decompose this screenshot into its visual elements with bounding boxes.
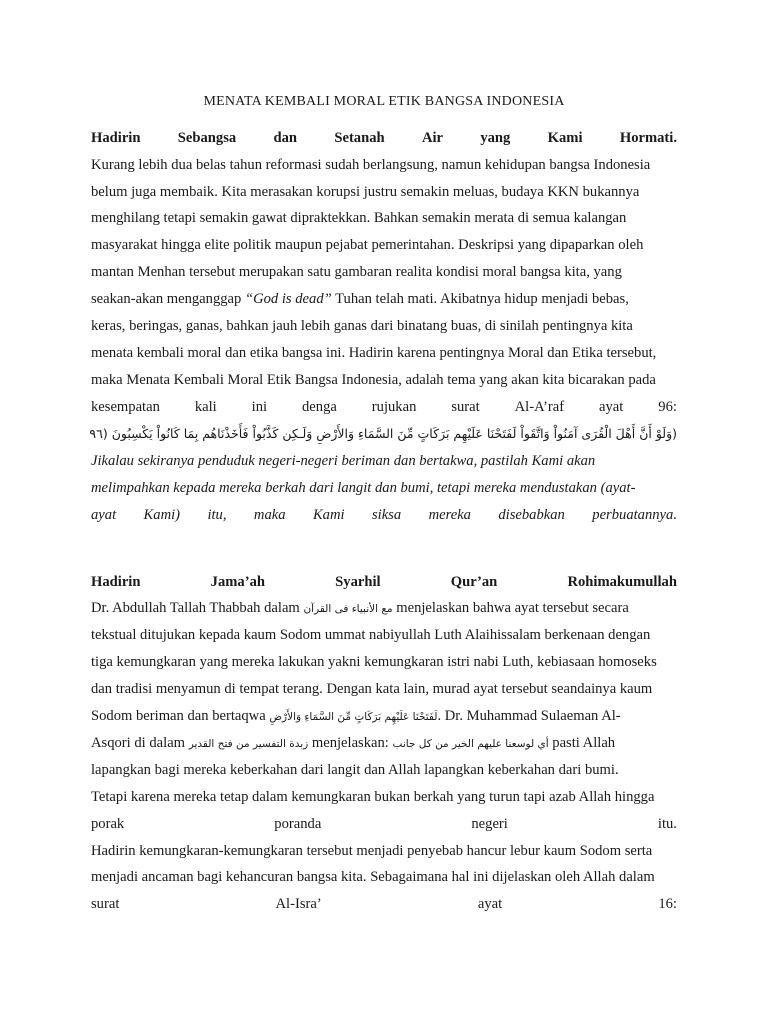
greeting-word: Rohimakumullah (567, 574, 677, 590)
paragraph-line: belum juga membaik. Kita merasakan korupsi justru semakin meluas, budaya KKN bukannya (91, 184, 640, 200)
paragraph-line: Hadirin kemungkaran-kemungkaran tersebut menjadi penyebab hancur lebur kaum Sodom serta (91, 843, 653, 859)
translation-word: Kami (312, 507, 345, 523)
greeting-word: Syarhil (335, 574, 381, 590)
translation-word: perbuatannya. (592, 507, 677, 523)
translation-word: ayat (91, 507, 117, 523)
greeting-word: Hadirin (91, 130, 141, 146)
paragraph-line: dan tradisi menyamun di tempat terang. Dengan kata lain, murad ayat tersebut seandainya kaum (91, 681, 653, 697)
porak-word: itu. (657, 816, 677, 832)
document-title: MENATA KEMBALI MORAL ETIK BANGSA INDONESIA (203, 94, 565, 109)
text-segment: Dr. Abdullah Tallah Thabbah dalam (91, 600, 304, 616)
text-segment: Tuhan telah mati. Akibatnya hidup menjadi bebas, (331, 291, 629, 307)
paragraph-line: menata kembali moral dan etika bangsa ini. Hadirin karena pentingnya Moral dan Etika tersebut, (91, 345, 657, 361)
greeting-word: dan (273, 130, 298, 146)
greeting-word: Hadirin (91, 574, 141, 590)
greeting-word: Qur’an (450, 574, 498, 590)
ref-word: 96: (658, 399, 677, 415)
greeting-word: Hormati. (619, 130, 677, 146)
ref-word: denga (302, 399, 337, 415)
translation-word: Kami) (143, 507, 181, 523)
ref-word: Al-A’raf (514, 399, 565, 415)
greeting-word: Kami (547, 130, 583, 146)
translation-word: disebabkan (498, 507, 565, 523)
text-segment: seakan-akan menganggap (91, 291, 245, 307)
translation-line: Jikalau sekiranya penduduk negeri-negeri beriman dan bertakwa, pastilah Kami akan (91, 453, 596, 469)
arabic-quote: أي لوسعنا عليهم الخير من كل جانب (392, 738, 549, 750)
arabic-verse: (وَلَوْ أَنَّ أَهْلَ الْقُرَى آمَنُواْ وَاتَّقَواْ لَفَتَحْنَا عَلَيْهِم بَرَكَاتٍ مِّنَ السَّمَاءِ وَالأَرْضِ وَلَـكِن كَذَّبُواْ فَأَخَذْنَاهُم بِمَا كَانُواْ يَكْسِبُونَ (٩٦ (89, 426, 677, 441)
surat-word: 16: (658, 896, 677, 912)
translation-word: maka (253, 507, 286, 523)
porak-word: poranda (274, 816, 322, 832)
text-segment: menjelaskan: (308, 735, 393, 751)
greeting-word: Setanah (334, 130, 385, 146)
paragraph-line (91, 289, 677, 309)
paragraph-line: mantan Menhan tersebut merupakan satu gambaran realita kondisi moral bangsa kita, yang (91, 264, 622, 280)
greeting-word: Sebangsa (177, 130, 237, 146)
translation-word: mereka (428, 507, 471, 523)
paragraph-line (91, 706, 677, 726)
ref-word: rujukan (371, 399, 417, 415)
ref-word: ayat (599, 399, 624, 415)
translation-word: siksa (371, 507, 402, 523)
translation-line (91, 505, 677, 525)
text-segment: . Dr. Muhammad Sulaeman Al- (437, 708, 621, 724)
surat-word: surat (91, 896, 120, 912)
ref-word: kesempatan (91, 399, 160, 415)
surat-word: ayat (477, 896, 503, 912)
paragraph-line: Kurang lebih dua belas tahun reformasi sudah berlangsung, namun kehidupan bangsa Indonesia (91, 157, 651, 173)
paragraph-line (91, 598, 677, 618)
ref-word: ini (251, 399, 268, 415)
paragraph-line (91, 814, 677, 834)
porak-word: porak (91, 816, 125, 832)
arabic-quote: لَفَتَحْنَا عَلَيْهِم بَرَكَاتٍ مِّنَ السَّمَاءِ وَالأَرْضِ (269, 711, 438, 723)
greeting-word: yang (480, 130, 511, 146)
paragraph-line (91, 733, 677, 753)
ref-word: kali (194, 399, 217, 415)
arabic-book-title: زبدة التفسير من فتح القدير (188, 738, 309, 750)
paragraph-line: tekstual ditujukan kepada kaum Sodom ummat nabiyullah Luth Alaihissalam berkenaan dengan (91, 627, 651, 643)
translation-line: melimpahkan kepada mereka berkah dari langit dan bumi, tetapi mereka mendustakan (ayat- (91, 480, 636, 496)
paragraph-line: Tetapi karena mereka tetap dalam kemungkaran bukan berkah yang turun tapi azab Allah hingga (91, 789, 655, 805)
porak-word: negeri (471, 816, 508, 832)
text-segment: Asqori di dalam (91, 735, 189, 751)
text-segment: pasti Allah (548, 735, 616, 751)
text-segment: menjelaskan bahwa ayat tersebut secara (392, 600, 629, 616)
greeting-word: Air (421, 130, 444, 146)
paragraph-line: menghilang tetapi semakin gawat dipraktekkan. Bahkan semakin merata di semua kalangan (91, 210, 627, 226)
paragraph-line: tiga kemungkaran yang mereka lakukan yakni kemungkaran istri nabi Luth, kebiasaan homoseks (91, 654, 657, 670)
greeting-line (91, 572, 677, 592)
quote-text: “God is dead” (244, 291, 332, 307)
paragraph-line: masyarakat hingga elite politik maupun pejabat pemerintahan. Deskripsi yang dipaparkan oleh (91, 237, 644, 253)
arabic-book-title: مع الأنبياء فى القرآن (303, 603, 393, 615)
surat-word: Al-Isra’ (275, 896, 322, 912)
paragraph-line (91, 894, 677, 914)
translation-word: itu, (207, 507, 227, 523)
paragraph-line: menjadi ancaman bagi kehancuran bangsa kita. Sebagaimana hal ini dijelaskan oleh Allah dalam (91, 869, 655, 885)
reference-line (91, 397, 677, 417)
paragraph-line: keras, beringas, ganas, bahkan jauh lebih ganas dari binatang buas, di sinilah pentingnya kita (91, 318, 633, 334)
greeting-line (91, 128, 677, 148)
text-segment: Sodom beriman dan bertaqwa (91, 708, 270, 724)
paragraph-line: lapangkan bagi mereka keberkahan dari langit dan Allah lapangkan keberkahan dari bumi. (91, 762, 619, 778)
ref-word: surat (451, 399, 480, 415)
greeting-word: Jama’ah (210, 574, 265, 590)
paragraph-line: maka Menata Kembali Moral Etik Bangsa Indonesia, adalah tema yang akan kita bicarakan pada (91, 372, 656, 388)
